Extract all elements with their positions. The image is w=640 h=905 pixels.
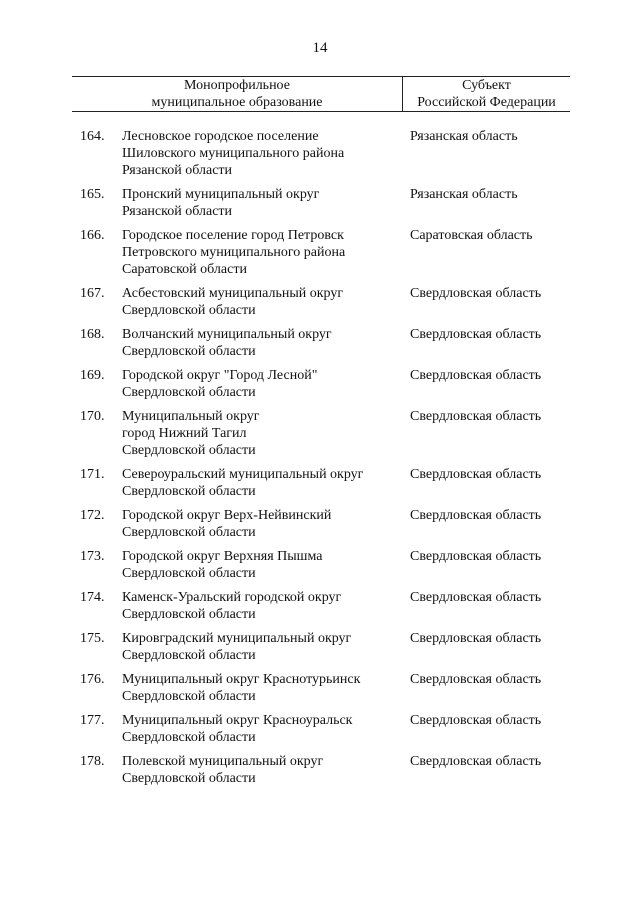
row-municipality: Пронский муниципальный округ Рязанской области	[122, 187, 320, 219]
table-row	[72, 367, 570, 401]
row-region: Свердловская область	[410, 672, 542, 687]
row-municipality: Кировградский муниципальный округ Свердловской области	[122, 631, 352, 663]
table-row	[72, 186, 570, 220]
row-number: 164.	[80, 129, 105, 144]
table-header	[72, 76, 570, 112]
row-number: 172.	[80, 508, 105, 523]
table-row	[72, 507, 570, 541]
table-body	[72, 128, 570, 794]
row-region: Свердловская область	[410, 327, 542, 342]
row-region: Свердловская область	[410, 508, 542, 523]
row-region: Свердловская область	[410, 713, 542, 728]
table-row	[72, 326, 570, 360]
row-region: Свердловская область	[410, 467, 542, 482]
row-number: 168.	[80, 327, 105, 342]
row-number: 170.	[80, 409, 105, 424]
table-row	[72, 712, 570, 746]
row-municipality: Городской округ Верхняя Пышма Свердловской области	[122, 549, 323, 581]
row-number: 178.	[80, 754, 105, 769]
row-municipality: Асбестовский муниципальный округ Свердловской области	[122, 286, 344, 318]
row-municipality: Каменск-Уральский городской округ Свердловской области	[122, 590, 342, 622]
table-row	[72, 589, 570, 623]
row-municipality: Североуральский муниципальный округ Свердловской области	[122, 467, 364, 499]
row-number: 176.	[80, 672, 105, 687]
table-row	[72, 630, 570, 664]
row-number: 169.	[80, 368, 105, 383]
table-row	[72, 128, 570, 179]
row-number: 171.	[80, 467, 105, 482]
row-number: 166.	[80, 228, 105, 243]
row-region: Свердловская область	[410, 409, 542, 424]
row-region: Свердловская область	[410, 368, 542, 383]
row-number: 165.	[80, 187, 105, 202]
table-row	[72, 671, 570, 705]
table-row	[72, 227, 570, 278]
row-number: 173.	[80, 549, 105, 564]
row-municipality: Полевской муниципальный округ Свердловской области	[122, 754, 324, 786]
table-row	[72, 753, 570, 787]
row-number: 175.	[80, 631, 105, 646]
header-municipality: Монопрофильное муниципальное образование	[151, 78, 323, 110]
header-subject: Субъект Российской Федерации	[417, 78, 556, 110]
row-municipality: Муниципальный округ город Нижний Тагил Свердловской области	[122, 409, 260, 458]
row-region: Свердловская область	[410, 754, 542, 769]
row-number: 174.	[80, 590, 105, 605]
row-municipality: Городской округ "Город Лесной" Свердловской области	[122, 368, 318, 400]
row-region: Саратовская область	[410, 228, 533, 243]
row-municipality: Муниципальный округ Краснотурьинск Свердловской области	[122, 672, 361, 704]
row-municipality: Муниципальный округ Красноуральск Свердловской области	[122, 713, 353, 745]
table-row	[72, 408, 570, 459]
row-municipality: Городское поселение город Петровск Петровского муниципального района Саратовской области	[122, 228, 346, 277]
row-region: Рязанская область	[410, 187, 518, 202]
row-number: 177.	[80, 713, 105, 728]
page-number: 14	[312, 40, 328, 56]
row-municipality: Лесновское городское поселение Шиловского муниципального района Рязанской области	[122, 129, 345, 178]
row-municipality: Городской округ Верх-Нейвинский Свердловской области	[122, 508, 332, 540]
table-row	[72, 548, 570, 582]
row-region: Свердловская область	[410, 549, 542, 564]
table-row	[72, 285, 570, 319]
table-row	[72, 466, 570, 500]
row-number: 167.	[80, 286, 105, 301]
row-region: Свердловская область	[410, 631, 542, 646]
row-region: Свердловская область	[410, 286, 542, 301]
row-region: Свердловская область	[410, 590, 542, 605]
row-region: Рязанская область	[410, 129, 518, 144]
row-municipality: Волчанский муниципальный округ Свердловской области	[122, 327, 332, 359]
